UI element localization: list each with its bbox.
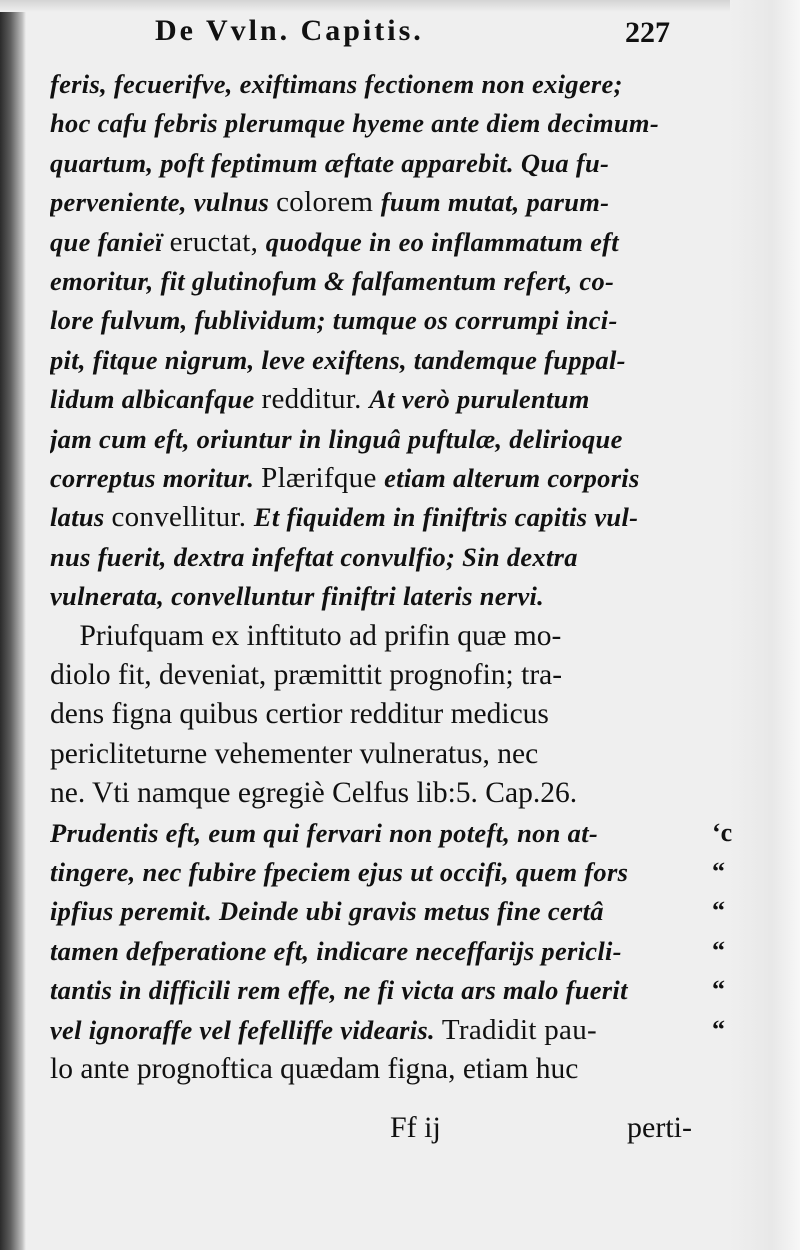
italic-text-span: quodque in eo inflammatum eft (265, 226, 619, 257)
roman-text-span: Priufquam ex inftituto ad prifin quæ mo- (50, 619, 562, 652)
italic-text-span: tantis in difficili rem effe, ne fi victa ars malo fuerit (50, 975, 628, 1006)
quotation-mark: “ (712, 896, 725, 926)
text-line (50, 222, 680, 262)
roman-text-span: redditur. (261, 383, 370, 416)
roman-text-span: eructat, (169, 225, 266, 258)
italic-text-span: lidum albicanfque (50, 384, 262, 415)
text-line (50, 616, 680, 656)
scan-top-edge (0, 0, 800, 12)
text-line (50, 458, 680, 498)
italic-text-span: Et fiquidem in finiftris capitis vul- (253, 502, 639, 533)
text-line (50, 773, 680, 813)
italic-text-span: que fanieï (50, 226, 170, 257)
quotation-mark: ‘c (712, 817, 733, 847)
italic-text-span: feris, fecuerifve, exiftimans fectionem non exigere; (50, 69, 623, 99)
footer-line (50, 1108, 692, 1148)
italic-text-span: emoritur, fit glutinofum & falfamentum refert, co- (50, 266, 615, 296)
italic-text-span: lore fulvum, fublividum; tumque os corrumpi inci- (50, 305, 618, 336)
text-line (50, 419, 680, 459)
italic-text-span: At verò purulentum (369, 384, 590, 415)
text-line (50, 537, 680, 577)
italic-text-span: nus fuerit, dextra infeftat convulfio; Sin dextra (50, 541, 578, 572)
italic-text-span: perveniente, vulnus (50, 187, 277, 218)
quotation-mark: “ (712, 975, 725, 1005)
italic-text-span: vulnerata, convelluntur finiftri lateris nervi. (50, 581, 545, 612)
signature-mark: Ff ij (390, 1111, 441, 1144)
scan-gutter-shadow (0, 0, 26, 1250)
roman-text-span: dens figna quibus certior redditur medicus (50, 698, 549, 731)
roman-text-span: pericliteturne vehementer vulneratus, nec (50, 737, 539, 770)
italic-text-span: vel ignoraffe vel fefelliffe videaris. (50, 1014, 442, 1045)
text-line (50, 300, 680, 340)
italic-text-span: etiam alterum corporis (384, 463, 640, 493)
text-line (50, 931, 680, 971)
roman-text-span: colorem (276, 186, 381, 219)
page-number: 227 (625, 16, 670, 49)
text-line (50, 694, 680, 734)
quotation-mark: “ (712, 935, 725, 965)
text-line (50, 261, 680, 301)
text-line (50, 340, 680, 380)
italic-text-span: tamen defperatione eft, indicare neceffarijs pericli- (50, 935, 622, 966)
text-line (50, 64, 680, 104)
catchword: perti- (627, 1111, 692, 1144)
roman-text-span: diolo fit, deveniat, præmittit prognofin; tra- (50, 659, 563, 691)
text-line (50, 143, 680, 183)
italic-text-span: pit, fitque nigrum, leve exiftens, tandemque fuppal- (50, 344, 626, 375)
roman-text-span: Tradidit pau- (441, 1013, 597, 1046)
text-line (50, 576, 680, 616)
text-line (50, 182, 680, 222)
text-line (50, 1010, 680, 1050)
italic-text-span: ipfius peremit. Deinde ubi gravis metus fine certâ (50, 896, 604, 927)
text-line (50, 970, 680, 1010)
running-head: De Vvln. Capitis. (155, 14, 424, 47)
italic-text-span: Prudentis eft, eum qui fervari non poteft, non at- (50, 817, 598, 848)
text-line (50, 813, 680, 853)
roman-text-span: lo ante prognoftica quædam figna, etiam huc (50, 1053, 579, 1085)
italic-text-span: latus (50, 502, 112, 533)
text-line (50, 103, 680, 143)
italic-text-span: hoc cafu febris plerumque hyeme ante diem decimum- (50, 108, 659, 139)
quotation-mark: “ (712, 1014, 725, 1044)
text-line (50, 1049, 680, 1089)
scan-right-edge (730, 0, 800, 1250)
italic-text-span: jam cum eft, oriuntur in linguâ puftulæ, delirioque (50, 423, 623, 454)
italic-text-span: correptus moritur. (50, 463, 262, 493)
roman-text-span: Plærifque (261, 462, 385, 494)
roman-text-span: ne. Vti namque egregiè Celfus lib:5. Cap.26. (50, 777, 578, 810)
text-line (50, 379, 680, 419)
text-line (50, 734, 680, 774)
text-line (50, 852, 680, 892)
quotation-mark: “ (712, 857, 725, 886)
roman-text-span: convellitur. (111, 501, 254, 534)
italic-text-span: tingere, nec fubire fpeciem ejus ut occifi, quem fors (50, 857, 629, 887)
italic-text-span: quartum, poft feptimum æftate apparebit. Qua fu- (50, 147, 610, 178)
text-line (50, 891, 680, 931)
italic-text-span: fuum mutat, parum- (380, 187, 610, 218)
text-line (50, 497, 680, 537)
text-line (50, 655, 680, 695)
